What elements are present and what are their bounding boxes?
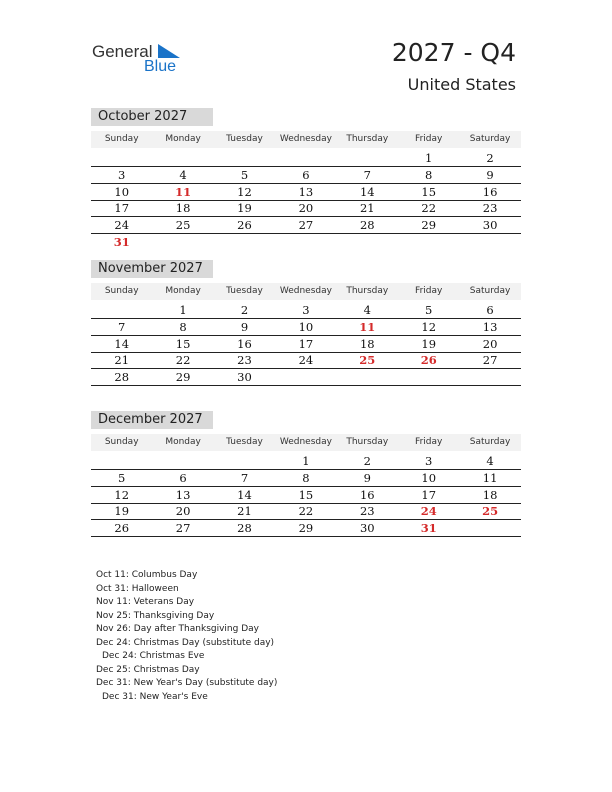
day-cell: 30 bbox=[359, 521, 375, 536]
day-cell: 22 bbox=[421, 201, 437, 216]
day-cell: 29 bbox=[421, 218, 437, 233]
day-cell: 19 bbox=[114, 504, 130, 519]
day-cell: 8 bbox=[425, 167, 433, 182]
day-cell: 1 bbox=[179, 303, 187, 317]
day-cell: 29 bbox=[298, 521, 314, 536]
day-cell: 25 bbox=[359, 353, 376, 368]
week-row bbox=[91, 184, 521, 201]
weekday-label: Wednesday bbox=[279, 134, 332, 144]
day-cell: 26 bbox=[237, 218, 252, 233]
day-cell: 21 bbox=[237, 504, 252, 519]
day-cell: 12 bbox=[421, 319, 437, 334]
day-cell: 23 bbox=[237, 353, 252, 368]
day-cell: 1 bbox=[425, 151, 433, 165]
month-title: November 2027 bbox=[91, 260, 213, 278]
day-cell: 20 bbox=[175, 504, 191, 519]
weekday-label: Friday bbox=[415, 134, 443, 144]
day-cell: 20 bbox=[482, 336, 498, 351]
day-cell: 18 bbox=[175, 201, 191, 216]
day-cell: 19 bbox=[421, 336, 437, 351]
day-cell: 25 bbox=[482, 504, 499, 519]
weekday-label: Thursday bbox=[346, 134, 389, 144]
day-cell: 19 bbox=[237, 201, 252, 216]
weekday-label: Thursday bbox=[346, 437, 389, 447]
day-cell: 28 bbox=[359, 218, 375, 233]
weekday-label: Wednesday bbox=[279, 437, 332, 447]
weekday-label: Tuesday bbox=[226, 134, 263, 144]
day-cell: 27 bbox=[298, 218, 314, 233]
weekday-header-row bbox=[91, 283, 521, 300]
day-cell: 13 bbox=[175, 487, 191, 502]
weekday-label: Tuesday bbox=[226, 286, 263, 296]
day-cell: 18 bbox=[482, 487, 498, 502]
day-cell: 29 bbox=[175, 370, 191, 385]
day-cell: 24 bbox=[420, 504, 437, 519]
day-cell: 7 bbox=[118, 319, 126, 334]
day-cell: 5 bbox=[118, 470, 126, 485]
day-cell: 6 bbox=[179, 470, 187, 485]
holiday-notes bbox=[96, 569, 277, 704]
day-cell: 4 bbox=[363, 303, 371, 317]
day-cell: 16 bbox=[482, 184, 498, 199]
week-row bbox=[91, 302, 521, 319]
day-cell: 3 bbox=[118, 167, 126, 182]
weekday-label: Monday bbox=[165, 286, 201, 296]
weekday-label: Wednesday bbox=[279, 286, 332, 296]
day-cell: 2 bbox=[486, 151, 494, 165]
weekday-label: Saturday bbox=[469, 286, 511, 296]
day-cell: 7 bbox=[363, 167, 371, 182]
weekday-label: Sunday bbox=[104, 286, 139, 296]
logo-general-text: General bbox=[92, 42, 153, 61]
page-subtitle: United States bbox=[407, 75, 516, 94]
day-cell: 9 bbox=[486, 167, 494, 182]
day-cell: 28 bbox=[237, 521, 252, 536]
month-title: October 2027 bbox=[91, 108, 213, 126]
week-row bbox=[91, 520, 521, 537]
week-row bbox=[91, 234, 521, 250]
day-cell: 17 bbox=[298, 336, 314, 351]
week-row bbox=[91, 369, 521, 386]
day-cell: 30 bbox=[237, 370, 252, 385]
week-row bbox=[91, 217, 521, 234]
day-cell: 6 bbox=[302, 167, 310, 182]
holiday-note: Dec 31: New Year's Eve bbox=[102, 691, 208, 702]
day-cell: 25 bbox=[175, 218, 191, 233]
holiday-note: Oct 11: Columbus Day bbox=[96, 570, 198, 580]
day-cell: 17 bbox=[114, 201, 130, 216]
page-title: 2027 - Q4 bbox=[391, 38, 516, 67]
day-cell: 3 bbox=[425, 454, 433, 468]
day-cell: 26 bbox=[420, 353, 437, 368]
day-cell: 10 bbox=[298, 319, 314, 334]
weekday-header-row bbox=[91, 434, 521, 451]
day-cell: 9 bbox=[240, 319, 249, 334]
day-cell: 15 bbox=[175, 336, 191, 351]
day-cell: 30 bbox=[482, 218, 498, 233]
day-cell: 31 bbox=[113, 235, 130, 249]
week-row bbox=[91, 503, 521, 520]
day-cell: 27 bbox=[482, 353, 498, 368]
day-cell: 14 bbox=[237, 487, 252, 502]
weekday-label: Monday bbox=[165, 437, 201, 447]
week-row bbox=[91, 167, 521, 184]
day-cell: 1 bbox=[302, 454, 310, 468]
weekday-label: Thursday bbox=[346, 286, 389, 296]
day-cell: 20 bbox=[298, 201, 314, 216]
holiday-note: Nov 25: Thanksgiving Day bbox=[96, 610, 215, 621]
day-cell: 15 bbox=[298, 487, 314, 502]
weekday-label: Saturday bbox=[469, 437, 511, 447]
holiday-note: Dec 24: Christmas Day (substitute day) bbox=[96, 637, 275, 648]
month-block bbox=[91, 108, 521, 248]
day-cell: 16 bbox=[237, 336, 252, 351]
day-cell: 5 bbox=[240, 167, 249, 182]
day-cell: 8 bbox=[302, 470, 310, 485]
weekday-label: Tuesday bbox=[226, 437, 263, 447]
day-cell: 22 bbox=[298, 504, 314, 519]
day-cell: 14 bbox=[114, 336, 130, 351]
weekday-header-row bbox=[91, 131, 521, 148]
day-cell: 14 bbox=[359, 184, 375, 199]
day-cell: 13 bbox=[482, 319, 498, 334]
day-cell: 11 bbox=[482, 470, 498, 485]
day-cell: 6 bbox=[486, 303, 494, 317]
holiday-note: Nov 11: Veterans Day bbox=[96, 597, 195, 607]
holiday-note: Oct 31: Halloween bbox=[96, 583, 179, 594]
day-cell: 4 bbox=[486, 454, 494, 468]
weekday-label: Friday bbox=[415, 286, 443, 296]
day-cell: 17 bbox=[421, 487, 437, 502]
logo-triangle-icon bbox=[158, 44, 180, 58]
day-cell: 3 bbox=[302, 303, 310, 317]
day-cell: 23 bbox=[482, 201, 498, 216]
holiday-note: Dec 31: New Year's Day (substitute day) bbox=[96, 678, 278, 688]
day-cell: 8 bbox=[179, 319, 187, 334]
generalblue-logo bbox=[92, 42, 192, 78]
day-cell: 2 bbox=[240, 303, 249, 317]
holiday-note: Nov 26: Day after Thanksgiving Day bbox=[96, 624, 259, 634]
month-block bbox=[91, 260, 521, 400]
weekday-label: Sunday bbox=[104, 437, 139, 447]
day-cell: 26 bbox=[114, 521, 130, 536]
day-cell: 24 bbox=[114, 218, 130, 233]
day-cell: 5 bbox=[425, 303, 433, 317]
day-cell: 28 bbox=[114, 370, 130, 385]
holiday-note: Dec 25: Christmas Day bbox=[96, 664, 200, 675]
week-row bbox=[91, 470, 521, 487]
month-title: December 2027 bbox=[91, 411, 213, 429]
day-cell: 15 bbox=[421, 184, 437, 199]
day-cell: 12 bbox=[114, 487, 130, 502]
day-cell: 10 bbox=[114, 184, 130, 199]
month-block bbox=[91, 411, 521, 551]
day-cell: 12 bbox=[237, 184, 252, 199]
week-row bbox=[91, 487, 521, 504]
day-cell: 10 bbox=[421, 470, 437, 485]
week-row bbox=[91, 319, 521, 336]
week-row bbox=[91, 336, 521, 353]
day-cell: 31 bbox=[420, 521, 437, 536]
weekday-label: Sunday bbox=[104, 134, 139, 144]
day-cell: 11 bbox=[175, 184, 192, 199]
logo-blue-text: Blue bbox=[144, 58, 177, 75]
week-row bbox=[91, 200, 521, 217]
weekday-label: Saturday bbox=[469, 134, 511, 144]
day-cell: 7 bbox=[240, 470, 249, 485]
weekday-label: Friday bbox=[415, 437, 443, 447]
day-cell: 22 bbox=[175, 353, 191, 368]
week-row bbox=[91, 150, 521, 167]
day-cell: 21 bbox=[359, 201, 375, 216]
day-cell: 4 bbox=[179, 167, 187, 182]
day-cell: 13 bbox=[298, 184, 314, 199]
day-cell: 9 bbox=[363, 470, 371, 485]
day-cell: 21 bbox=[114, 353, 130, 368]
day-cell: 24 bbox=[298, 353, 314, 368]
day-cell: 2 bbox=[363, 454, 371, 468]
day-cell: 23 bbox=[359, 504, 375, 519]
day-cell: 16 bbox=[359, 487, 375, 502]
day-cell: 27 bbox=[175, 521, 191, 536]
week-row bbox=[91, 453, 521, 470]
week-row bbox=[91, 352, 521, 369]
day-cell: 11 bbox=[359, 319, 376, 334]
weekday-label: Monday bbox=[165, 134, 201, 144]
day-cell: 18 bbox=[359, 336, 375, 351]
holiday-note: Dec 24: Christmas Eve bbox=[102, 651, 205, 661]
